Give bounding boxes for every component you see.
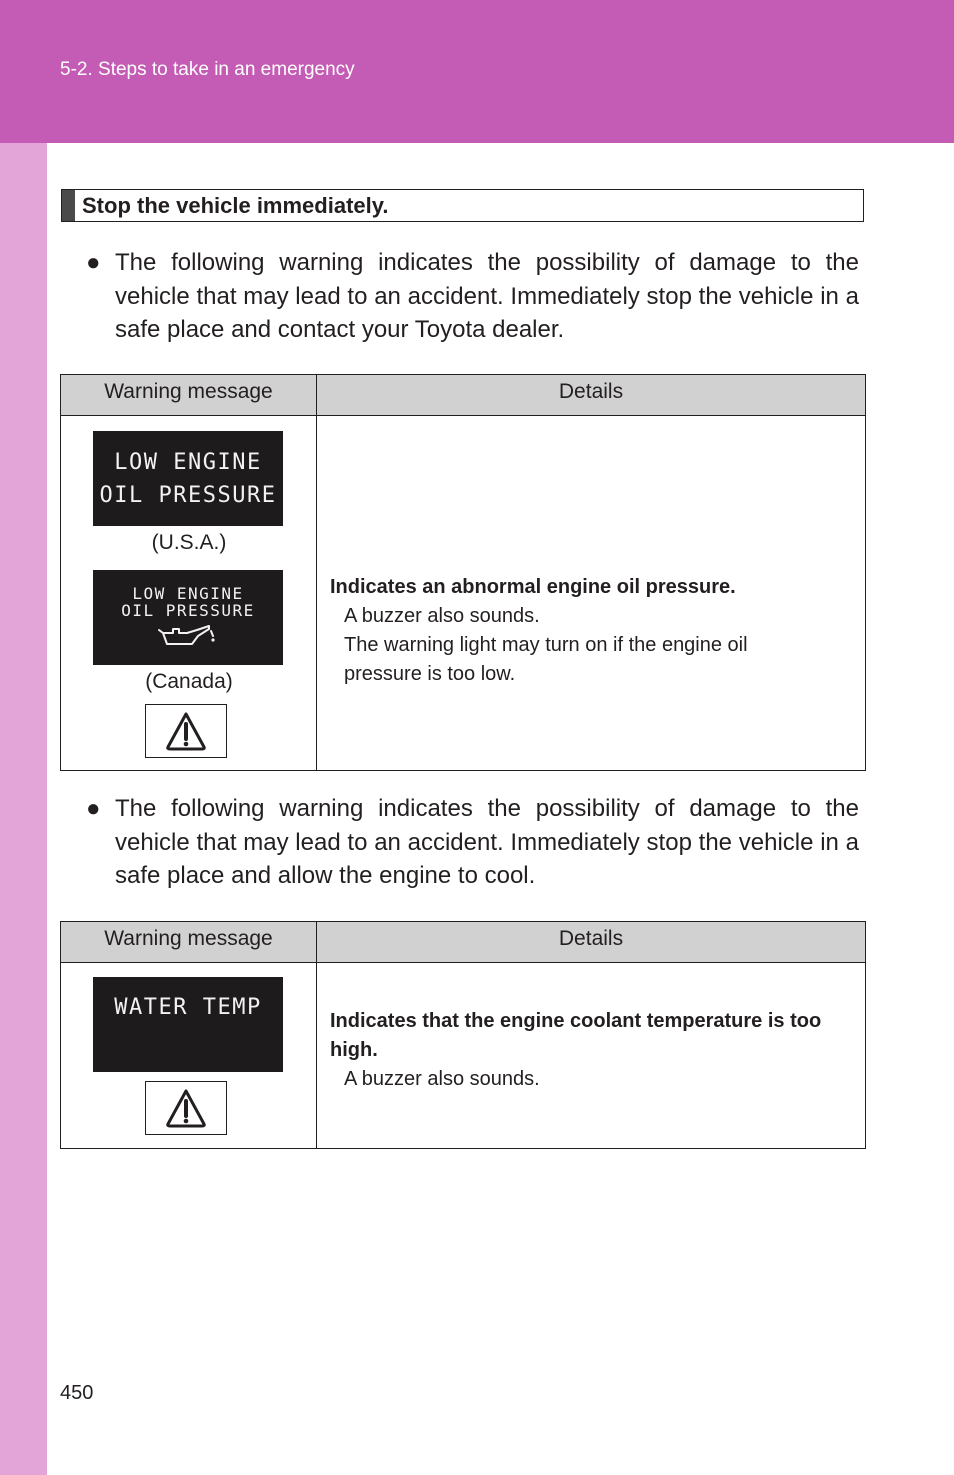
details-cell [317,416,866,771]
display-line: WATER TEMP [114,995,262,1020]
heading-bar [62,190,75,221]
details-line: The warning light may turn on if the engine oil pressure is too low. [344,634,748,685]
details-heading: Indicates that the engine coolant temperature is too high. [330,1010,822,1061]
bullet-text: The following warning indicates the possibility of damage to the vehicle that may lead to an accident. Immediately stop the vehicle in a safe place and contact your Toyota dealer. [115,249,859,343]
breadcrumb: 5-2. Steps to take in an emergency [60,59,355,80]
column-header-details: Details [317,922,866,963]
oil-can-icon [157,623,219,649]
master-warning-box [145,704,227,758]
lcd-display-canada [93,570,283,665]
bullet-icon: ● [86,249,101,276]
display-line: LOW ENGINE [132,584,244,603]
region-label-usa: (U.S.A.) [151,531,227,554]
lcd-display-water-temp [93,977,283,1072]
master-warning-triangle-icon [164,709,208,753]
display-line: OIL PRESSURE [99,483,277,508]
bullet-paragraph [86,246,859,347]
bullet-paragraph [86,792,859,893]
warning-table-water-temp [60,921,866,1149]
display-line: LOW ENGINE [114,450,262,475]
page-number: 450 [60,1382,94,1404]
details-line: A buzzer also sounds. [344,1068,540,1090]
column-header-warning-message: Warning message [61,375,317,416]
master-warning-triangle-icon [164,1086,208,1130]
warning-table-oil-pressure [60,374,866,771]
warning-message-cell [61,416,317,771]
chapter-header [0,0,954,143]
section-heading [61,189,864,222]
display-line: OIL PRESSURE [121,601,255,620]
details-heading: Indicates an abnormal engine oil pressure. [330,576,736,598]
side-thumb-strip [0,143,47,1475]
warning-message-cell [61,963,317,1149]
details-cell [317,963,866,1149]
details-line: A buzzer also sounds. [344,605,540,627]
bullet-icon: ● [86,795,101,822]
column-header-details: Details [317,375,866,416]
region-label-canada: (Canada) [145,670,233,693]
master-warning-box [145,1081,227,1135]
section-title: Stop the vehicle immediately. [82,193,389,218]
column-header-warning-message: Warning message [61,922,317,963]
bullet-text: The following warning indicates the possibility of damage to the vehicle that may lead to an accident. Immediately stop the vehicle in a safe place and allow the engine to cool. [115,795,859,889]
lcd-display-usa [93,431,283,526]
